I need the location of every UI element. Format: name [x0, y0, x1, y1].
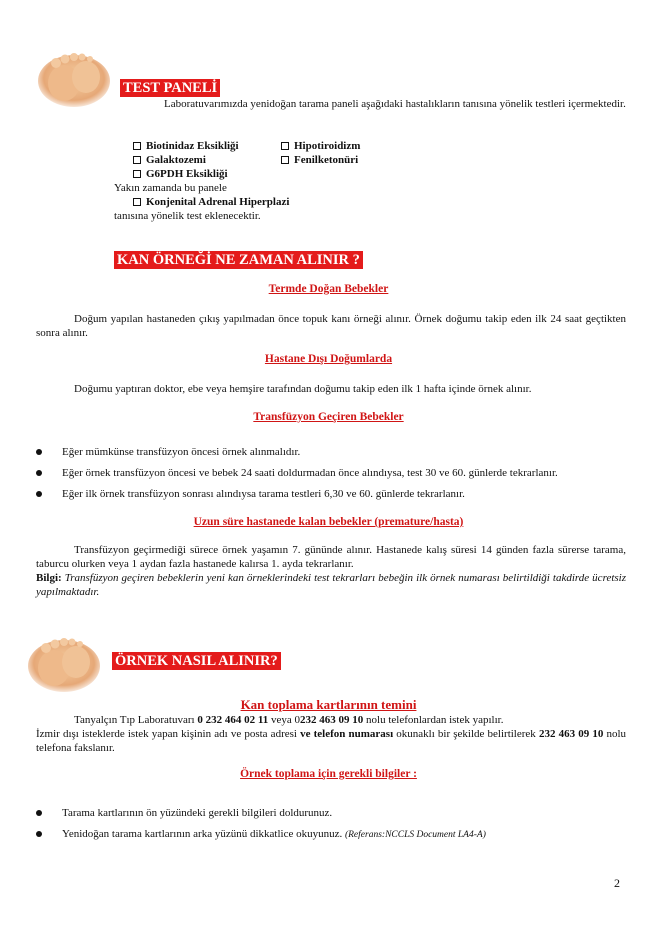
term-babies-text: Doğum yapılan hastaneden çıkış yapılmadan önce topuk kanı örneği alınır. Örnek doğumu takip eden ilk 24 saat geçtikten sonra alınır.	[36, 313, 626, 339]
test-item: G6PDH Eksikliği	[133, 167, 239, 181]
bullet-icon	[36, 449, 42, 455]
test-item: Fenilketonüri	[281, 153, 360, 167]
bullet-icon	[36, 810, 42, 816]
checkbox-icon	[133, 156, 141, 164]
bullet-item: Eğer örnek transfüzyon öncesi ve bebek 24 saati doldurmadan önce alındıysa, test 30 ve 60. günlerde tekrarlanır.	[62, 466, 558, 480]
heading-long-stay: Uzun süre hastanede kalan bebekler (premature/hasta)	[193, 516, 464, 528]
bullet-icon	[36, 470, 42, 476]
section-title-when: KAN ÖRNEĞİ NE ZAMAN ALINIR ?	[114, 251, 363, 269]
page-number: 2	[614, 876, 620, 890]
checkbox-icon	[133, 198, 141, 206]
checkbox-icon	[133, 142, 141, 150]
info-label: Bilgi:	[36, 572, 62, 584]
soon-prefix: Yakın zamanda bu panele	[114, 182, 227, 194]
bullet-item: Yenidoğan tarama kartlarının arka yüzünü dikkatlice okuyunuz. (Referans:NCCLS Document LA4-A)	[62, 827, 486, 842]
bullet-icon	[36, 831, 42, 837]
checkbox-icon	[133, 170, 141, 178]
soon-suffix: tanısına yönelik test eklenecektir.	[114, 210, 261, 222]
reference-note: (Referans:NCCLS Document LA4-A)	[344, 830, 486, 840]
test-list-col2	[281, 139, 360, 167]
test-item: Biotinidaz Eksikliği	[133, 139, 239, 153]
test-list-col1	[133, 139, 239, 181]
cards-line2: İzmir dışı isteklerde istek yapan kişinin adı ve posta adresi ve telefon numarası okunaklı bir şekilde belirtilerek 232 463 09 10 nolu telefona fakslanır.	[36, 728, 627, 754]
heading-outside-births: Hastane Dışı Doğumlarda	[264, 353, 393, 365]
section-title-test-panel: TEST PANELİ	[120, 79, 220, 97]
outside-births-text: Doğumu yaptıran doktor, ebe veya hemşire tarafından doğumu takip eden ilk 1 hafta içinde örnek alınır.	[74, 383, 532, 395]
bullet-item: Eğer ilk örnek transfüzyon sonrası alındıysa tarama testleri 6,30 ve 60. günlerde tekrarlanır.	[62, 487, 465, 501]
long-stay-text: Transfüzyon geçirmediği sürece örnek yaşamın 7. gününde alınır. Hastanede kalış süresi 14 günden fazla sürerse tarama, taburcu olurken veya 1 aydan fazla hastanede kalırsa 1. ayda tekrarlanır.	[36, 544, 626, 570]
checkbox-icon	[281, 156, 289, 164]
bullet-item: Tarama kartlarının ön yüzündeki gerekli bilgileri doldurunuz.	[62, 806, 332, 820]
heading-term-babies: Termde Doğan Bebekler	[268, 283, 389, 295]
bullet-item: Eğer mümkünse transfüzyon öncesi örnek alınmalıdır.	[62, 445, 300, 459]
section-title-how: ÖRNEK NASIL ALINIR?	[112, 652, 281, 670]
heading-cards: Kan toplama kartlarının temini	[240, 697, 417, 712]
heading-required-info: Örnek toplama için gerekli bilgiler :	[240, 768, 417, 780]
info-text: Transfüzyon geçiren bebeklerin yeni kan örneklerindeki test tekrarları bebeğin ilk örnek numarası belirtildiği takdirde ücretsiz yapılmaktadır.	[36, 572, 626, 598]
test-item: Hipotiroidizm	[281, 139, 360, 153]
bullet-icon	[36, 491, 42, 497]
checkbox-icon	[281, 142, 289, 150]
cards-line1: Tanyalçın Tıp Laboratuvarı 0 232 464 02 11 veya 0232 463 09 10 nolu telefonlardan istek yapılır.	[74, 714, 504, 726]
test-panel-intro: Laboratuvarımızda yenidoğan tarama paneli aşağıdaki hastalıkların tanısına yönelik testleri içermektedir.	[164, 98, 626, 110]
heading-transfusion: Transfüzyon Geçiren Bebekler	[253, 411, 404, 423]
baby-feet-image	[34, 45, 112, 109]
test-item: Galaktozemi	[133, 153, 239, 167]
info-note	[36, 571, 626, 599]
soon-test: Konjenital Adrenal Hiperplazi	[133, 195, 289, 209]
baby-feet-image	[24, 630, 102, 694]
